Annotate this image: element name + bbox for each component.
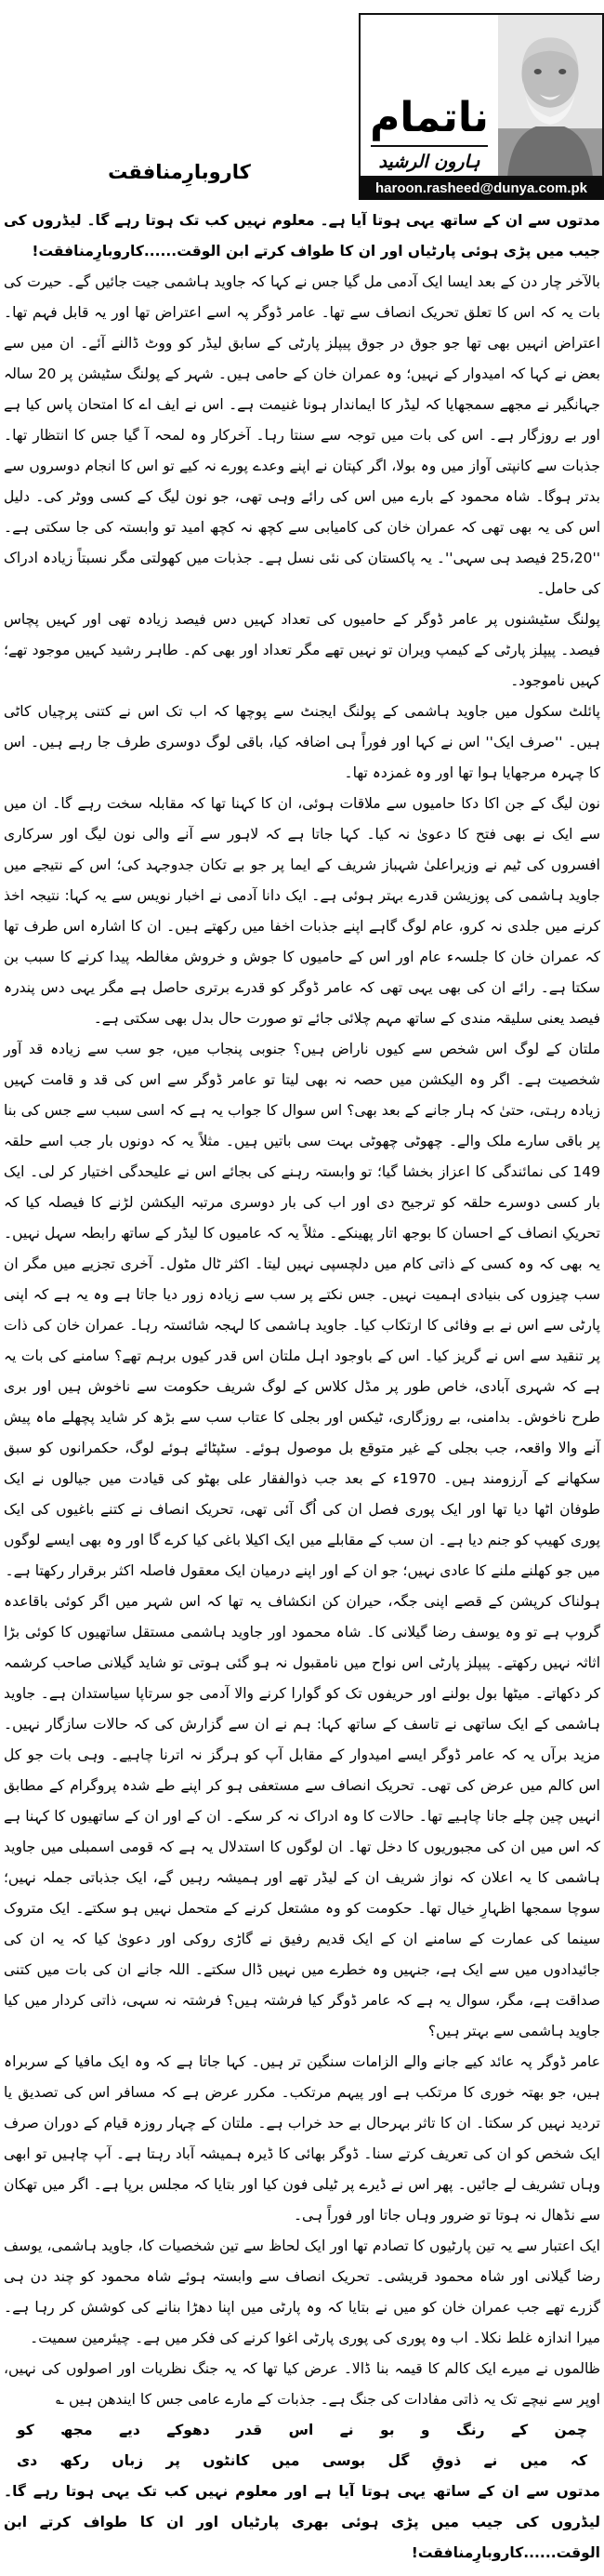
paragraph: پائلٹ سکول میں جاوید ہاشمی کے پولنگ ایجنٹ سے پوچھا کہ اب تک اس نے کتنی پرچیاں کاٹی ہیں۔ ''صرف ایک'' اس نے کہا اور فوراً ہی اضافہ کیا، باقی لوگ دوسری طرف جا رہے ہیں۔ اس کا چہرہ مرجھایا ہوا تھا اور وہ غمزدہ تھا۔ bbox=[4, 703, 600, 781]
paragraph: عامر ڈوگر پہ عائد کیے جانے والے الزامات سنگین تر ہیں۔ کہا جاتا ہے کہ وہ ایک مافیا کے سربراہ ہیں، جو بھتہ خوری کا مرتکب ہے اور پیہم مرتکب۔ مکرر عرض ہے کہ مسافر اس کی تصدیق یا تردید نہیں کر سکتا۔ ان کا تاثر بہرحال بے حد خراب ہے۔ ملتان کے چہار روزہ قیام کے دوران صرف ایک شخص کو ان کی تعریف کرتے سنا۔ ڈوگر بھائی کا ڈیرہ ہمیشہ آباد رہتا ہے۔ آپ چاہیں تو ابھی وہاں تشریف لے جائیں۔ پھر اس نے ڈیرے پر ٹیلی فون کیا اور بتایا کہ مجلس برپا ہے۔ اگر میں تھکان سے نڈھال نہ ہوتا تو ضرور وہاں جاتا اور فوراً ہی۔ bbox=[4, 2053, 600, 2224]
verse-line: کہ میں نے ذوقِ گل بوسی میں کانٹوں پر زباں رکھ دی bbox=[17, 2452, 587, 2469]
paragraph: ملتان کے لوگ اس شخص سے کیوں ناراض ہیں؟ جنوبی پنجاب میں، جو سب سے زیادہ قد آور شخصیت ہے۔ اگر وہ الیکشن میں حصہ نہ بھی لیتا تو عامر ڈوگر سے اس کی قد و قامت کہیں زیادہ رہتی، حتیٰ کہ ہار جانے کے بعد بھی؟ اس سوال کا جواب یہ ہے کہ اسی سبب سے جس کی بنا پر باقی سارے ملک والے۔ چھوٹی چھوٹی بہت سی باتیں ہیں۔ مثلاً یہ کہ دونوں بار جب اسے حلقہ 149 کی نمائندگی کا اعزاز بخشا گیا؛ تو وابستہ رہنے کی بجائے اس نے علیحدگی اختیار کر لی۔ ایک بار کسی دوسرے حلقہ کو ترجیح دی اور اب کی بار دوسری مرتبہ الیکشن لڑنے کا فیصلہ کیا کہ تحریکِ انصاف کے احسان کا بوجھ اتار پھینکے۔ مثلاً یہ کہ عامیوں کا لیڈر کے ساتھ رابطہ سہل نہیں۔ یہ بھی کہ وہ کسی کے ذاتی کام میں دلچسپی نہیں لیتا۔ اکثر ٹال مٹول۔ آخری تجزیے میں مگر ان سب چیزوں کی بنیادی اہمیت نہیں۔ جس نکتے پر سب سے زیادہ زور دیا جاتا ہے وہ یہ ہے کہ اپنی پارٹی سے اس نے بے وفائی کا ارتکاب کیا۔ جاوید ہاشمی کا لہجہ شائستہ رہا۔ عمران خان کی ذات پر تنقید سے اس نے گریز کیا۔ اس کے باوجود اہل ملتان اس قدر کیوں برہم تھے؟ سامنے کی بات یہ ہے کہ شہری آبادی، خاص طور پر مڈل کلاس کے لوگ شریف حکومت سے ناخوش ہیں اور بری طرح ناخوش۔ بدامنی، بے روزگاری، ٹیکس اور بجلی کا عتاب سب سے بڑھ کر شاید پچھلے ماہ پیش آنے والا واقعہ، جب بجلی کے غیر متوقع بل موصول ہوئے۔ سٹپٹائے ہوئے لوگ، حکمرانوں کو سبق سکھانے کے آرزومند ہیں۔ 1970ء کے بعد جب ذوالفقار علی بھٹو کی قیادت میں جیالوں نے ایک طوفان اٹھا دیا تھا اور ایک پوری فصل ان کی اُگ آئی تھی، تحریک انصاف نے کتنے باغیوں کی ایک پوری کھیپ کو جنم دیا ہے۔ ان سب کے مقابلے میں ایک اکیلا باغی کیا کرے گا اور وہ بھی ایسے لوگوں میں جو کھلنے ملنے کا عادی نہیں؛ جو ان کے اور اپنے درمیان ایک معقول فاصلہ اکثر برقرار رکھتا ہے۔ bbox=[4, 1041, 601, 1579]
paragraph: ظالموں نے میرے ایک کالم کا قیمہ بنا ڈالا۔ عرض کیا تھا کہ یہ جنگ نظریات اور اصولوں کی نہیں، اوپر سے نیچے تک یہ ذاتی مفادات کی جنگ ہے۔ جذبات کے مارے عامی جس کا ایندھن ہیں ؎ bbox=[4, 2360, 600, 2408]
paragraph: نون لیگ کے جن اکا دکا حامیوں سے ملاقات ہوئی، ان کا کہنا تھا کہ مقابلہ سخت رہے گا۔ ان میں سے ایک نے بھی فتح کا دعویٰ نہ کیا۔ کہا جاتا ہے کہ لاہور سے آنے والی نون لیگ اور سرکاری افسروں کی ٹیم نے وزیراعلیٰ شہباز شریف کے ایما پر جو بے تکان جدوجہد کی؛ اس کے نتیجے میں جاوید ہاشمی کی پوزیشن قدرے بہتر ہوئی ہے۔ ایک دانا آدمی نے اخبار نویس سے یہ کہا: نتیجہ اخذ کرنے میں جلدی نہ کرو، عام لوگ گاہے اپنے جذبات اخفا میں رکھتے ہیں۔ ان کا اشارہ اس طرف تھا کہ عمران خان کا جلسہء عام اور اس کے حامیوں کا جوش و خروش مغالطہ پیدا کرنے کا سبب بن سکتا ہے۔ رائے ان کی بھی یہی تھی کہ عامر ڈوگر کو قدرے برتری حاصل ہے مگر یہی دس پندرہ فیصد یعنی سلیقہ مندی کے ساتھ مہم چلائی جائے تو صورت حال بدل بھی سکتی ہے۔ bbox=[4, 795, 600, 1027]
masthead-title: ناتمام bbox=[370, 93, 489, 141]
column-header bbox=[0, 0, 604, 200]
masthead-divider bbox=[371, 145, 488, 147]
masthead-box bbox=[359, 13, 604, 200]
verse-line: چمن کے رنگ و بو نے اس قدر دھوکے دیے مجھ کو bbox=[17, 2422, 587, 2438]
outro-paragraph: مدتوں سے ان کے ساتھ یہی ہوتا آیا ہے اور معلوم نہیں کب تک یہی ہوتا رہے گا۔ لیڈروں کی جیب میں پڑی ہوئی بھری پارٹیاں اور ان کا طواف کرتے ابن الوقت......کاروبارِمنافقت! bbox=[4, 2483, 600, 2561]
masthead-frame bbox=[359, 13, 604, 178]
headline-area bbox=[0, 0, 359, 200]
paragraph: پولنگ سٹیشنوں پر عامر ڈوگر کے حامیوں کی تعداد کہیں دس فیصد زیادہ تھی اور کہیں پچاس فیصد۔ پیپلز پارٹی کے کیمپ ویران تو نہیں تھے مگر تعداد اور بھی کم۔ طاہر رشید کہیں موجود تھے؛ کہیں ناموجود۔ bbox=[4, 611, 600, 689]
author-name: ہارون الرشید bbox=[378, 152, 480, 172]
intro-paragraph: مدتوں سے ان کے ساتھ یہی ہوتا آیا ہے۔ معلوم نہیں کب تک ہوتا رہے گا۔ لیڈروں کی جیب میں پڑی ہوئی پارٹیاں اور ان کا طواف کرتے ابن الوقت......کاروبارِمنافقت! bbox=[4, 212, 600, 259]
paragraph: ہولناک کرپشن کے قصے اپنی جگہ، حیران کن انکشاف یہ تھا کہ اس شہر میں اگر کوئی باقاعدہ گروپ ہے تو وہ یوسف رضا گیلانی کا۔ شاہ محمود اور جاوید ہاشمی مستقل ساتھیوں کا کوئی بڑا اثاثہ نہیں رکھتے۔ پیپلز پارٹی اس نواح میں نامقبول نہ ہو گئی ہوتی تو شاید گیلانی صاحب کرشمہ کر دکھاتے۔ میٹھا بول بولنے اور حریفوں تک کو گوارا کرنے والا آدمی جو سرتاپا سیاستدان ہے۔ جاوید ہاشمی کے ایک ساتھی نے تاسف کے ساتھ کہا: ہم نے ان سے گزارش کی کہ حالات سازگار نہیں۔ مزید برآں یہ کہ عامر ڈوگر ایسے امیدوار کے مقابل آپ کو ہرگز نہ اترنا چاہیے۔ وہی بات جو کل اس کالم میں عرض کی تھی۔ تحریک انصاف سے مستعفی ہو کر اپنے طے شدہ پروگرام کے مطابق انہیں چین چلے جانا چاہیے تھا۔ حالات کا وہ ادراک نہ کر سکے۔ ان کے اور ان کے ساتھیوں کا کہنا ہے کہ اس میں ان کی مجبوریوں کا دخل تھا۔ ان لوگوں کا استدلال یہ ہے کہ قومی اسمبلی میں جاوید ہاشمی کا یہ اعلان کہ نواز شریف ان کے لیڈر تھے اور ہمیشہ رہیں گے، ایک جذباتی جملہ نہیں؛ سوچا سمجھا اظہارِ خیال تھا۔ حکومت کو وہ مشتعل کرنے کے متحمل نہیں ہو سکتے۔ ایک متروک سینما کی عمارت کے سامنے ان کے ایک قدیم رفیق نے گاڑی روکی اور دعویٰ کیا کہ یہ ان کی جائیدادوں میں سے ایک ہے، جنہیں وہ خطرے میں نہیں ڈال سکتے۔ اللہ جانے ان کی بات میں کتنی صداقت ہے، مگر، سوال یہ ہے کہ عامر ڈوگر کیا فرشتہ ہیں؟ فرشتہ نہ سہی، ذاتی کردار میں کیا جاوید ہاشمی سے بہتر ہیں؟ bbox=[4, 1593, 600, 2039]
author-email: haroon.rasheed@dunya.com.pk bbox=[359, 178, 604, 200]
column-headline: کاروبارِمنافقت bbox=[108, 161, 251, 183]
author-photo bbox=[498, 15, 602, 176]
poetry-couplet bbox=[4, 2415, 600, 2476]
article-body bbox=[0, 200, 604, 2569]
paragraph: بالآخر چار دن کے بعد ایسا ایک آدمی مل گیا جس نے کہا کہ جاوید ہاشمی جیت جائیں گے۔ حیرت کی بات یہ کہ اس کا تعلق تحریک انصاف سے تھا۔ عامر ڈوگر پہ اسے اعتراض تھا اور یہ قابل فہم تھا۔ اعتراض انہیں بھی تھا جو جوق در جوق پیپلز پارٹی کے سابق لیڈر کو ووٹ ڈالنے آئے۔ ان میں سے بعض نے کہا کہ امیدوار کے نہیں؛ وہ عمران خان کے حامی ہیں۔ شہر کے پولنگ سٹیشن پر 20 سالہ جہانگیر نے مجھے سمجھایا کہ لیڈر کا ایماندار ہونا غنیمت ہے۔ اس نے ایف اے کا امتحان پاس کیا ہے اور بے روزگار ہے۔ اس کی بات میں توجہ سے سنتا رہا۔ آخرکار وہ لمحہ آ گیا جس کا انتظار تھا۔ جذبات سے کانپتی آواز میں وہ بولا، اگر کپتان نے اپنے وعدے پورے نہ کیے تو اس کا انجام دوسروں سے بدتر ہوگا۔ شاہ محمود کے بارے میں اس کی رائے وہی تھی، جو نون لیگ کے کسی ووٹر کی۔ دلیل اس کی یہ بھی تھی کہ عمران خان کی کامیابی سے کچھ نہ کچھ امید تو وابستہ کی جا سکتی ہے۔ ''25،20 فیصد ہی سہی''۔ یہ پاکستان کی نئی نسل ہے۔ جذبات میں کھولتی مگر نسبتاً زیادہ ادراک کی حامل۔ bbox=[4, 273, 600, 597]
paragraph: ایک اعتبار سے یہ تین پارٹیوں کا تصادم تھا اور ایک لحاظ سے تین شخصیات کا، جاوید ہاشمی، یوسف رضا گیلانی اور شاہ محمود قریشی۔ تحریک انصاف سے وابستہ ہوئے شاہ محمود کو چند دن ہی گزرے تھے جب عمران خان کو میں نے بتایا کہ وہ پارٹی میں اپنا دھڑا بنانے کی کوشش کر رہا ہے۔ میرا اندازہ غلط نکلا۔ اب وہ پوری کی پوری پارٹی اغوا کرنے کی فکر میں ہے۔ چیئرمین سمیت۔ bbox=[4, 2237, 600, 2346]
masthead-title-column bbox=[361, 15, 498, 176]
